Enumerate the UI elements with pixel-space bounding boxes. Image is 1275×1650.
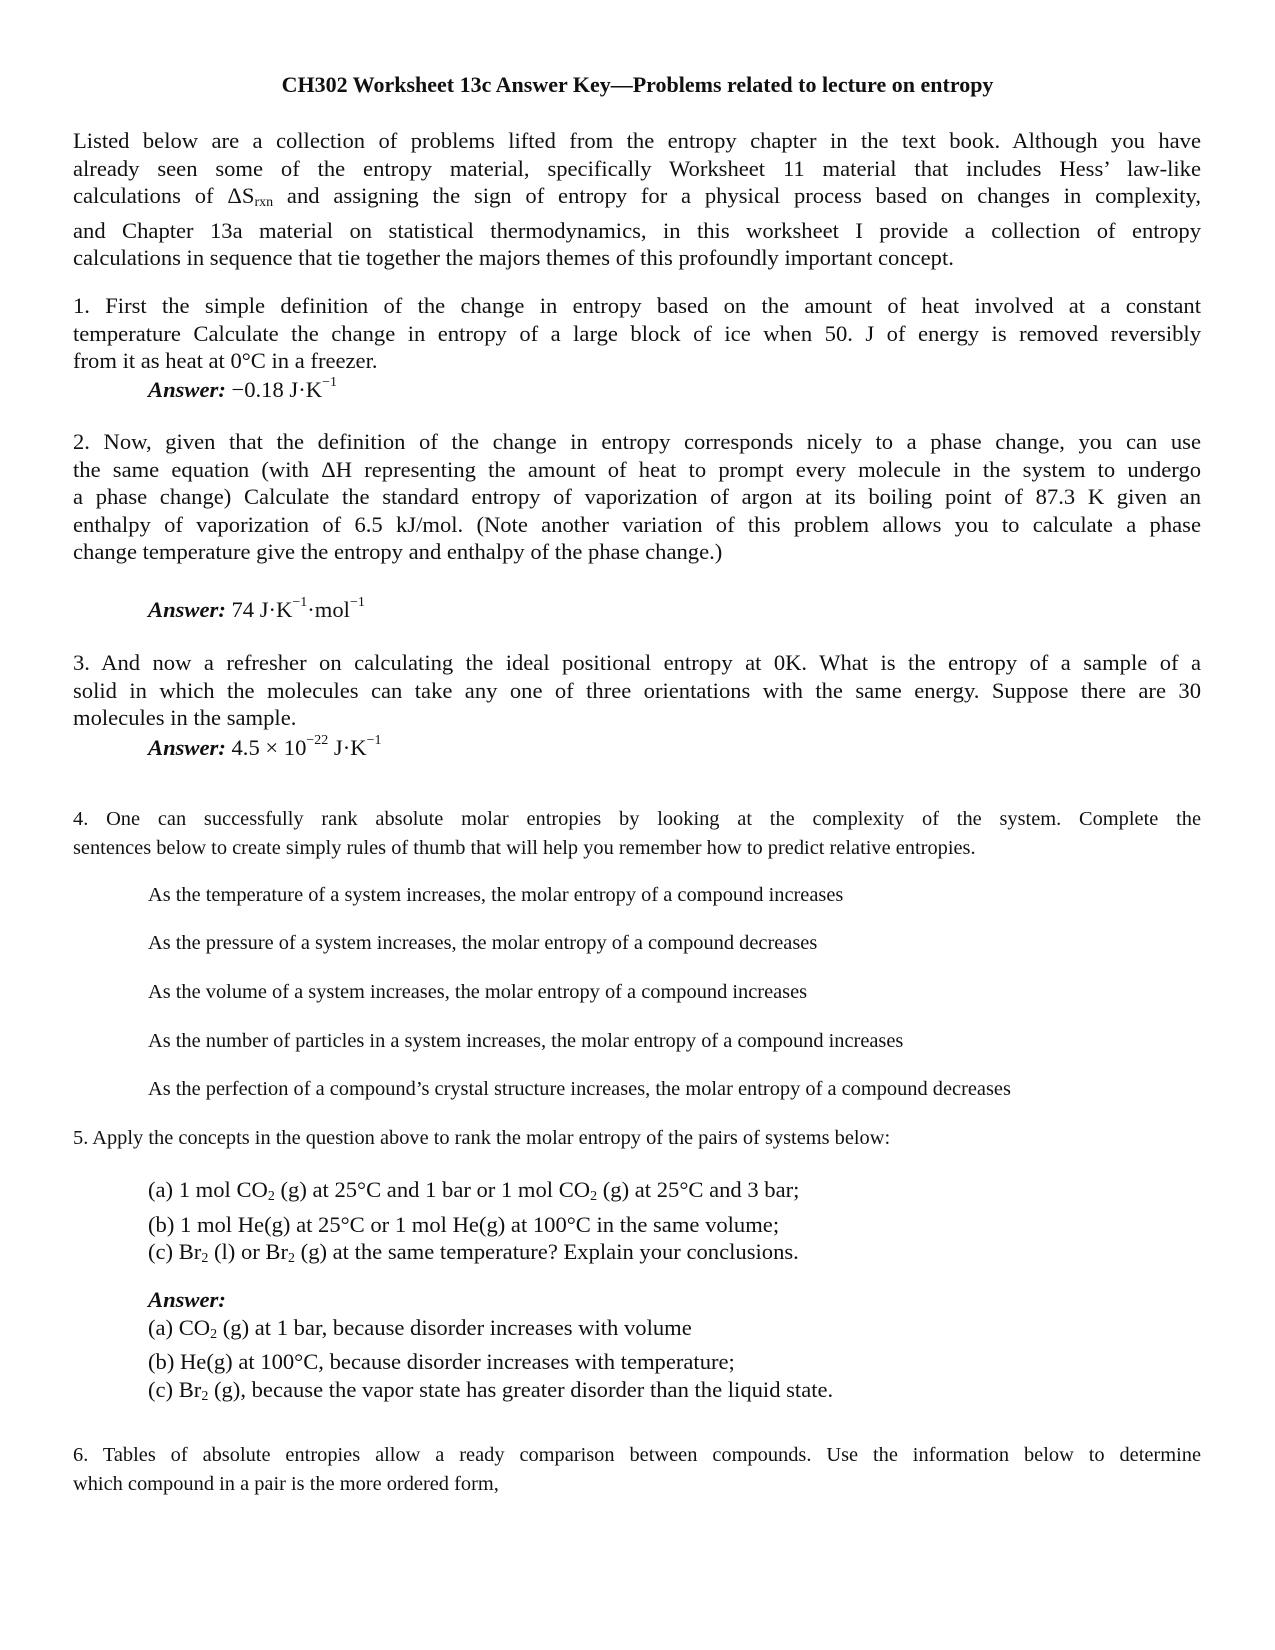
rule-pressure: As the pressure of a system increases, the molar entropy of a compound decreases (148, 932, 818, 954)
intro-line: calculations of $\Delta S_{rxn}$ and assigning the sign of entropy for a physical process based on changes in complexity, (73, 183, 1201, 210)
question-line: 3. And now a refresher on calculating the ideal positional entropy at 0K. What is the entropy of a sample of a (73, 650, 1201, 675)
question-line: 4. One can successfully rank absolute molar entropies by looking at the complexity of the system. Complete the (73, 808, 1201, 830)
question-line: temperature Calculate the change in entropy of a large block of ice when 50. J of energy is removed reversibly (73, 320, 1201, 346)
rule-temperature: As the temperature of a system increases, the molar entropy of a compound increases (148, 884, 844, 906)
answer-3: Answer: $4.5 \times 10^{-22}$ $J\cdot K^{-1}$ (148, 733, 382, 760)
question-line: enthalpy of vaporization of 6.5 kJ/mol. (Note another variation of this problem allows you to calculate a phase (73, 511, 1201, 537)
question-line: 6. Tables of absolute entropies allow a ready comparison between compounds. Use the information below to determine (73, 1444, 1201, 1466)
page-title: CH302 Worksheet 13c Answer Key—Problems related to lecture on entropy (281, 72, 994, 97)
answer-1: Answer: −0.18 $J\cdot K^{-1}$ (148, 375, 337, 402)
answer-5 (148, 1286, 833, 1410)
answer-a: (a) $CO_2$ (g) at 1 bar, because disorder increases with volume (148, 1314, 692, 1342)
intro-line: Listed below are a collection of problems lifted from the entropy chapter in the text book. Although you have (73, 128, 1201, 153)
question-5: 5. Apply the concepts in the question above to rank the molar entropy of the pairs of systems below: (73, 1127, 891, 1149)
question-line: sentences below to create simply rules of thumb that will help you remember how to predict relative entropies. (73, 837, 976, 859)
part-c: (c) $Br_2$ (l) or $Br_2$ (g) at the same temperature? Explain your conclusions. (148, 1239, 799, 1266)
question-4 (73, 805, 1201, 863)
subscript: rxn (254, 195, 274, 210)
question-2 (73, 428, 1201, 566)
rule-particles: As the number of particles in a system increases, the molar entropy of a compound increases (148, 1030, 904, 1052)
rule-volume: As the volume of a system increases, the molar entropy of a compound increases (148, 981, 808, 1003)
intro-line: already seen some of the entropy material, specifically Worksheet 11 material that includes Hess’ law-like (73, 155, 1201, 181)
question-5-parts (148, 1176, 799, 1273)
question-line: from it as heat at 0°C in a freezer. (73, 348, 378, 373)
answer-2: Answer: 74 $J\cdot K^{-1}\cdot mol^{-1}$ (148, 595, 365, 622)
answer-b: (b) He(g) at 100°C, because disorder increases with temperature; (148, 1349, 735, 1374)
question-line: change temperature give the entropy and enthalpy of the phase change.) (73, 539, 723, 564)
question-line: a phase change) Calculate the standard entropy of vaporization of argon at its boiling point of 87.3 K given an (73, 484, 1201, 509)
intro-line: calculations in sequence that tie together the majors themes of this profoundly important concept. (73, 245, 954, 270)
question-line: 2. Now, given that the definition of the change in entropy corresponds nicely to a phase change, you can use (73, 429, 1201, 454)
rule-crystal: As the perfection of a compound’s crystal structure increases, the molar entropy of a compound decreases (148, 1078, 1011, 1100)
question-line: molecules in the sample. (73, 705, 297, 730)
answer-c: (c) $Br_2$ (g), because the vapor state has greater disorder than the liquid state. (148, 1376, 834, 1404)
part-b: (b) 1 mol He(g) at 25°C or 1 mol He(g) at 100°C in the same volume; (148, 1211, 780, 1237)
answer-label: Answer: (148, 1287, 226, 1312)
question-line: 1. First the simple definition of the change in entropy based on the amount of heat involved at a constant (73, 293, 1201, 318)
question-6 (73, 1441, 1201, 1499)
question-1 (73, 292, 1201, 375)
answer-label: Answer: (148, 377, 226, 402)
answer-label: Answer: (148, 597, 226, 622)
question-line: the same equation (with ΔH representing the amount of heat to prompt every molecule in the system to undergo (73, 456, 1201, 482)
intro-paragraph (73, 127, 1201, 272)
part-a: (a) 1 mol $CO_2$ (g) at 25°C and 1 bar or 1 mol $CO_2$ (g) at 25°C and 3 bar; (148, 1177, 800, 1204)
intro-line: and Chapter 13a material on statistical thermodynamics, in this worksheet I provide a collection of entropy (73, 217, 1201, 243)
question-line: solid in which the molecules can take any one of three orientations with the same energy. Suppose there are 30 (73, 677, 1201, 703)
question-3 (73, 649, 1201, 732)
answer-label: Answer: (148, 735, 226, 760)
question-line: which compound in a pair is the more ordered form, (73, 1473, 499, 1495)
